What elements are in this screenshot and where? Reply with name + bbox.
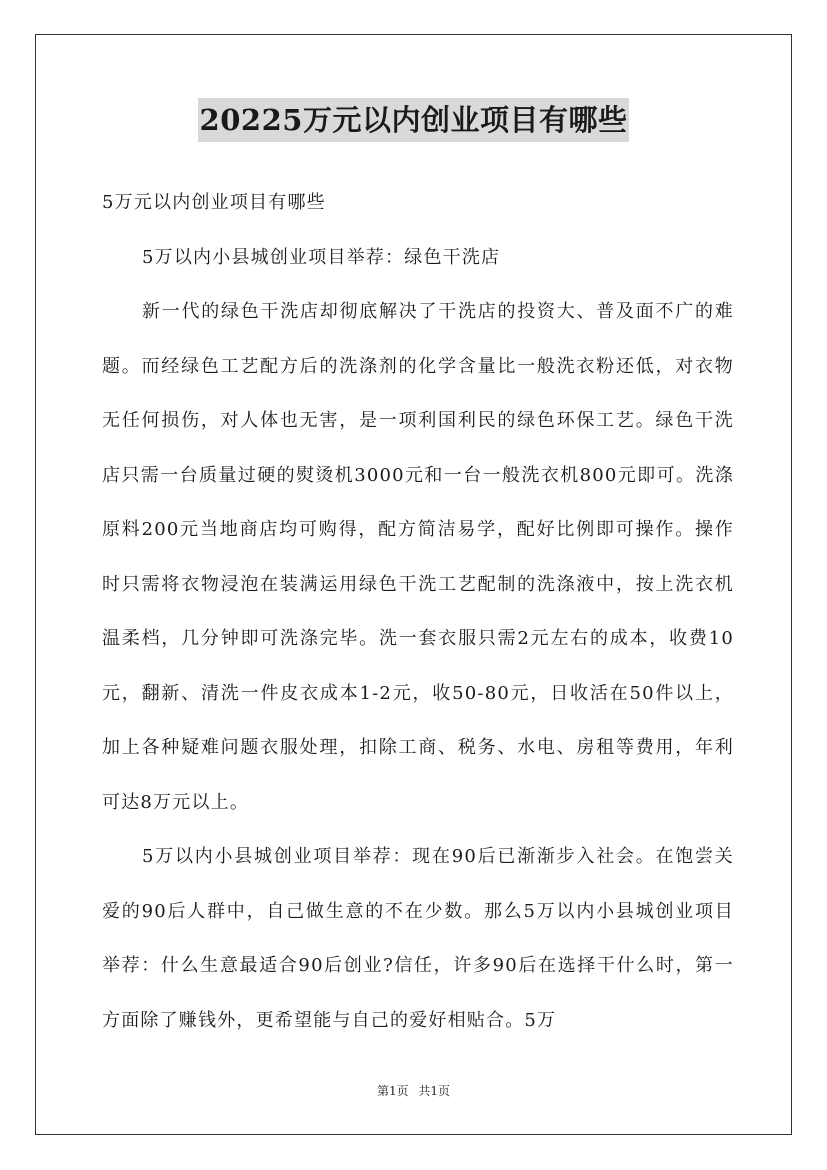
paragraph: 新一代的绿色干洗店却彻底解决了干洗店的投资大、普及面不广的难题。而经绿色工艺配方后的洗涤剂的化学含量比一般洗衣粉还低，对衣物无任何损伤，对人体也无害，是一项利国利民的绿色环保工艺。绿色干洗店只需一台质量过硬的熨烫机3000元和一台一般洗衣机800元即可。洗涤原料200元当地商店均可购得，配方简洁易学，配好比例即可操作。操作时只需将衣物浸泡在装满运用绿色干洗工艺配制的洗涤液中，按上洗衣机温柔档，几分钟即可洗涤完毕。洗一套衣服只需2元左右的成本，收费10元，翻新、清洗一件皮衣成本1-2元，收50-80元，日收活在50件以上，加上各种疑难问题衣服处理，扣除工商、税务、水电、房租等费用，年利可达8万元以上。 [102, 301, 734, 813]
document-subtitle: 5万元以内创业项目有哪些 [102, 192, 326, 213]
document-body [102, 176, 734, 1048]
page-total: 共1页 [418, 1084, 451, 1098]
page-number: 第1页 [376, 1084, 409, 1098]
page-footer [0, 1082, 827, 1099]
paragraph: 5万以内小县城创业项目举荐：绿色干洗店 [142, 246, 501, 268]
document-title: 20225万元以内创业项目有哪些 [198, 98, 630, 142]
paragraph: 5万以内小县城创业项目举荐：现在90后已渐渐步入社会。在饱尝关爱的90后人群中，自己做生意的不在少数。那么5万以内小县城创业项目举荐：什么生意最适合90后创业?信任，许多90后在选择干什么时，第一方面除了赚钱外，更希望能与自己的爱好相贴合。5万 [102, 846, 734, 1031]
title-container [0, 98, 827, 142]
